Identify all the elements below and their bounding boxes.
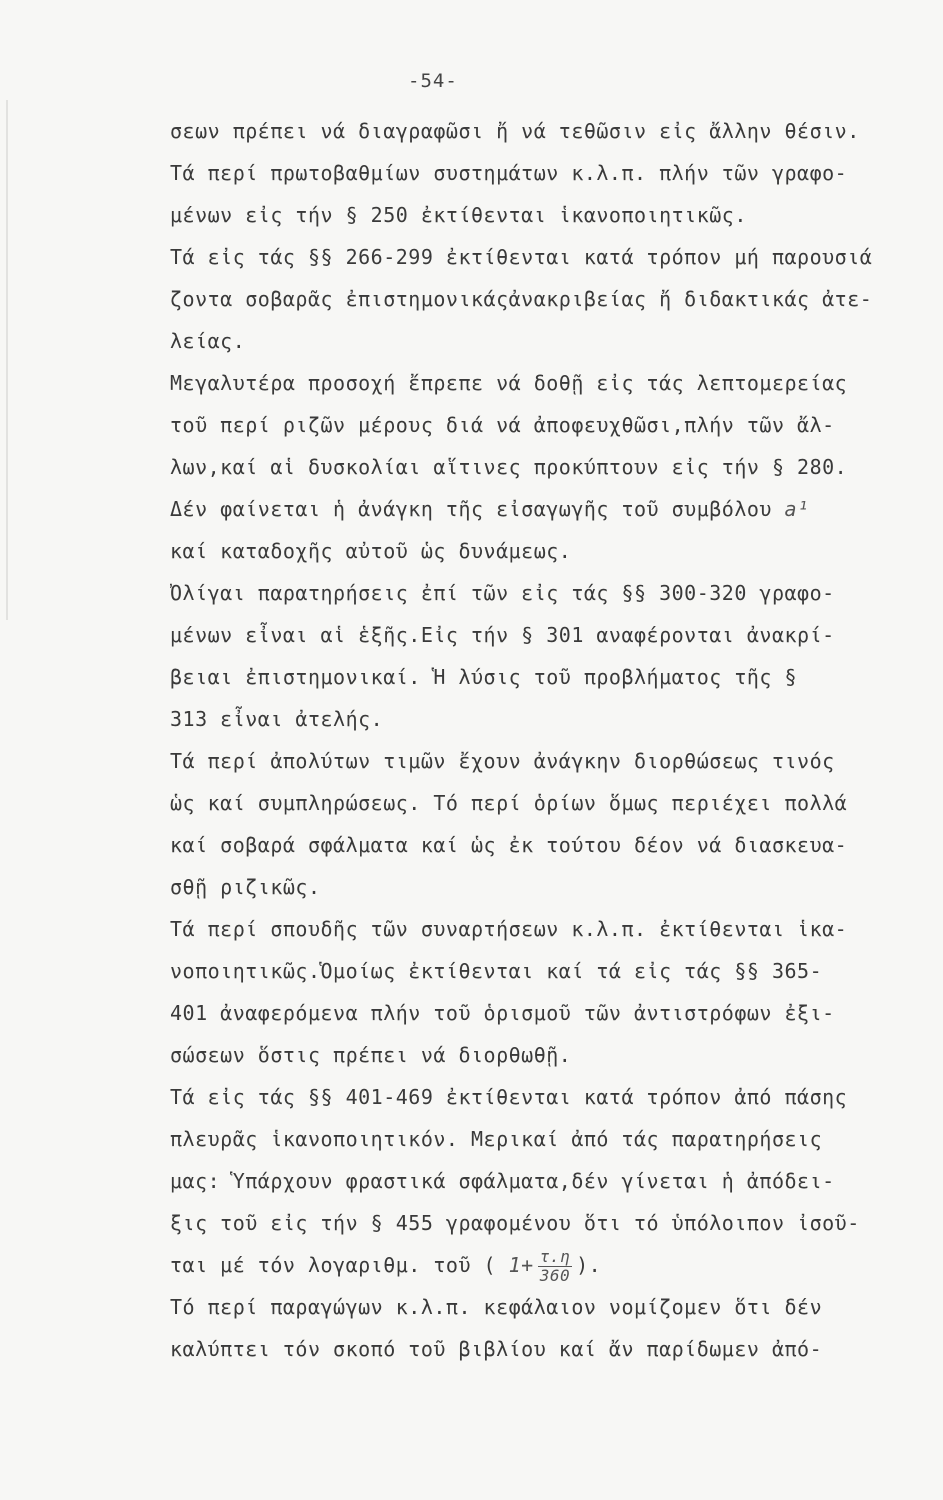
text-line-1: σεων πρέπει νά διαγραφῶσι ἤ νά τεθῶσιν εἰς ἄλλην θέσιν. <box>170 119 860 143</box>
text-line-28 <box>170 1244 910 1286</box>
page-number: -54- <box>408 70 458 92</box>
formula-suffix: ). <box>576 1253 602 1277</box>
text-line-27: ξις τοῦ εἰς τήν § 455 γραφομένου ὅτι τό ὑπόλοιπον ἰσοῦ- <box>170 1211 860 1235</box>
text-line-6: λείας. <box>170 329 246 353</box>
text-line-19: σθῇ ριζικῶς. <box>170 875 321 899</box>
fraction-denominator: 360 <box>539 1266 571 1285</box>
text-line-10-main: Δέν φαίνεται ἡ ἀνάγκη τῆς εἰσαγωγῆς τοῦ συμβόλου <box>170 497 772 521</box>
text-line-7: Μεγαλυτέρα προσοχή ἔπρεπε νά δοθῇ εἰς τάς λεπτομερείας <box>170 371 848 395</box>
text-line-17: ὡς καί συμπληρώσεως. Τό περί ὁρίων ὅμως περιέχει πολλά <box>170 791 848 815</box>
fraction-numerator: τ.η <box>539 1247 571 1266</box>
text-line-13: μένων εἶναι αἱ ἑξῆς.Εἰς τήν § 301 αναφέρονται ἀνακρί- <box>170 623 835 647</box>
text-line-14: βειαι ἐπιστημονικαί. Ἡ λύσις τοῦ προβλήματος τῆς § <box>170 665 798 689</box>
text-line-20: Τά περί σπουδῆς τῶν συναρτήσεων κ.λ.π. ἐκτίθενται ἱκα- <box>170 917 848 941</box>
text-line-16: Τά περί ἀπολύτων τιμῶν ἔχουν ἀνάγκην διορθώσεως τινός <box>170 749 835 773</box>
text-line-29: Τό περί παραγώγων κ.λ.π. κεφάλαιον νομίζομεν ὅτι δέν <box>170 1295 823 1319</box>
text-line-2: Τά περί πρωτοβαθμίων συστημάτων κ.λ.π. πλήν τῶν γραφο- <box>170 161 848 185</box>
text-line-9: λων,καί αἱ δυσκολίαι αἵτινες προκύπτουν εἰς τήν § 280. <box>170 455 848 479</box>
text-line-8: τοῦ περί ριζῶν μέρους διά νά ἀποφευχθῶσι,πλήν τῶν ἄλ- <box>170 413 835 437</box>
scan-shadow <box>6 100 8 620</box>
text-line-26: μας: Ὑπάρχουν φραστικά σφάλματα,δέν γίνεται ἡ ἀπόδει- <box>170 1169 835 1193</box>
text-line-12: Ὀλίγαι παρατηρήσεις ἐπί τῶν εἰς τάς §§ 300-320 γραφο- <box>170 581 835 605</box>
text-line-18: καί σοβαρά σφάλματα καί ὡς ἐκ τούτου δέον νά διασκευα- <box>170 833 848 857</box>
handwritten-symbol: a¹ <box>784 497 810 521</box>
text-line-24: Τά εἰς τάς §§ 401-469 ἐκτίθενται κατά τρόπον ἀπό πάσης <box>170 1085 848 1109</box>
text-line-4: Τά εἰς τάς §§ 266-299 ἐκτίθενται κατά τρόπον μή παρουσιά <box>170 245 873 269</box>
text-line-28-main: ται μέ τόν λογαριθμ. τοῦ ( <box>170 1253 497 1277</box>
text-line-25: πλευρᾶς ἱκανοποιητικόν. Μερικαί ἀπό τάς παρατηρήσεις <box>170 1127 823 1151</box>
text-line-22: 401 ἀναφερόμενα πλήν τοῦ ὁρισμοῦ τῶν ἀντιστρόφων ἐξι- <box>170 1001 835 1025</box>
text-line-3: μένων εἰς τήν § 250 ἐκτίθενται ἱκανοποιητικῶς. <box>170 203 747 227</box>
text-line-21: νοποιητικῶς.Ὁμοίως ἐκτίθενται καί τά εἰς τάς §§ 365- <box>170 959 823 983</box>
text-line-30: καλύπτει τόν σκοπό τοῦ βιβλίου καί ἄν παρίδωμεν ἀπό- <box>170 1337 823 1361</box>
text-line-23: σώσεων ὅστις πρέπει νά διορθωθῇ. <box>170 1043 572 1067</box>
text-line-10 <box>170 488 910 530</box>
text-line-5: ζοντα σοβαρᾶς ἐπιστημονικάςἀνακριβείας ἤ διδακτικάς ἀτε- <box>170 287 873 311</box>
formula-prefix: 1+ <box>508 1253 534 1277</box>
handwritten-fraction <box>538 1248 572 1285</box>
text-line-11: καί καταδοχῆς αὐτοῦ ὡς δυνάμεως. <box>170 539 572 563</box>
typed-text-body <box>170 110 910 1370</box>
text-line-15: 313 εἶναι ἀτελής. <box>170 707 384 731</box>
